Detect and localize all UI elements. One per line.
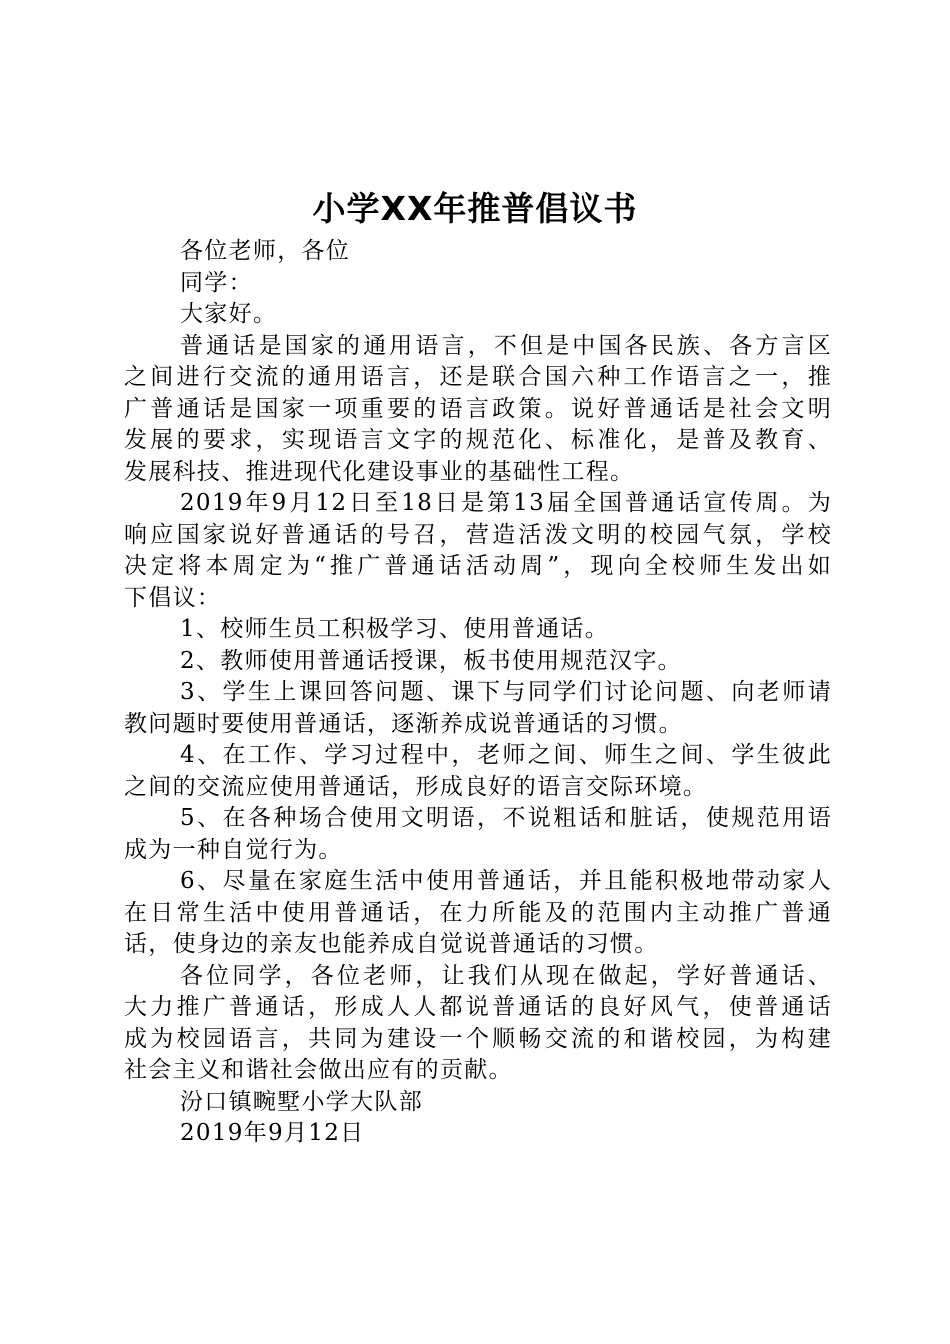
body-line: 各位老师，各位 [180,238,351,264]
body-line: 3、学生上课回答问题、课下与同学们讨论问题、向老师请 [180,679,832,705]
body-line: 发展的要求，实现语言文字的规范化、标准化，是普及教育、 [124,427,832,453]
body-line: 之间的交流应使用普通话，形成良好的语言交际环境。 [124,773,708,800]
body-line: 4、在工作、学习过程中，老师之间、师生之间、学生彼此 [180,742,832,768]
body-line: 5、在各种场合使用文明语，不说粗话和脏话，使规范用语 [180,805,832,831]
body-line: 大家好。 [180,301,278,327]
body-line: 成为一种自觉行为。 [124,836,343,863]
body-line: 决定将本周定为“推广普通话活动周”，现向全校师生发出如 [124,553,832,579]
body-line: 2、教师使用普通话授课，板书使用规范汉字。 [180,647,682,674]
body-line: 成为校园语言，共同为建设一个顺畅交流的和谐校园，为构建 [124,1025,832,1052]
body-line: 在日常生活中使用普通话，在力所能及的范围内主动推广普通 [124,899,832,926]
document-title: 小学XX年推普倡议书 [312,189,638,228]
body-line: 普通话是国家的通用语言，不但是中国各民族、各方言区 [180,332,832,359]
body-line: 之间进行交流的通用语言，还是联合国六种工作语言之一，推 [124,364,832,390]
body-line: 2019年9月12日至18日是第13届全国普通话宣传周。为 [180,490,832,516]
body-line: 各位同学，各位老师，让我们从现在做起，学好普通话、 [180,962,832,989]
body-line: 话，使身边的亲友也能养成自觉说普通话的习惯。 [124,931,659,957]
body-line: 同学： [180,269,253,296]
document-body [124,236,832,1150]
body-line: 发展科技、推进现代化建设事业的基础性工程。 [124,458,635,485]
body-line: 广普通话是国家一项重要的语言政策。说好普通话是社会文明 [124,395,832,422]
body-line: 下倡议： [124,584,222,611]
body-line: 社会主义和谐社会做出应有的贡献。 [124,1057,513,1083]
body-line: 汾口镇畹墅小学大队部 [180,1088,423,1115]
body-line: 2019年9月12日 [180,1120,365,1146]
body-line: 1、校师生员工积极学习、使用普通话。 [180,616,610,642]
body-line: 教问题时要使用普通话，逐渐养成说普通话的习惯。 [124,710,683,737]
body-line: 6、尽量在家庭生活中使用普通话，并且能积极地带动家人 [180,868,832,894]
body-line: 响应国家说好普通话的号召，营造活泼文明的校园气氛，学校 [124,521,832,548]
body-line: 大力推广普通话，形成人人都说普通话的良好风气，使普通话 [124,994,832,1020]
